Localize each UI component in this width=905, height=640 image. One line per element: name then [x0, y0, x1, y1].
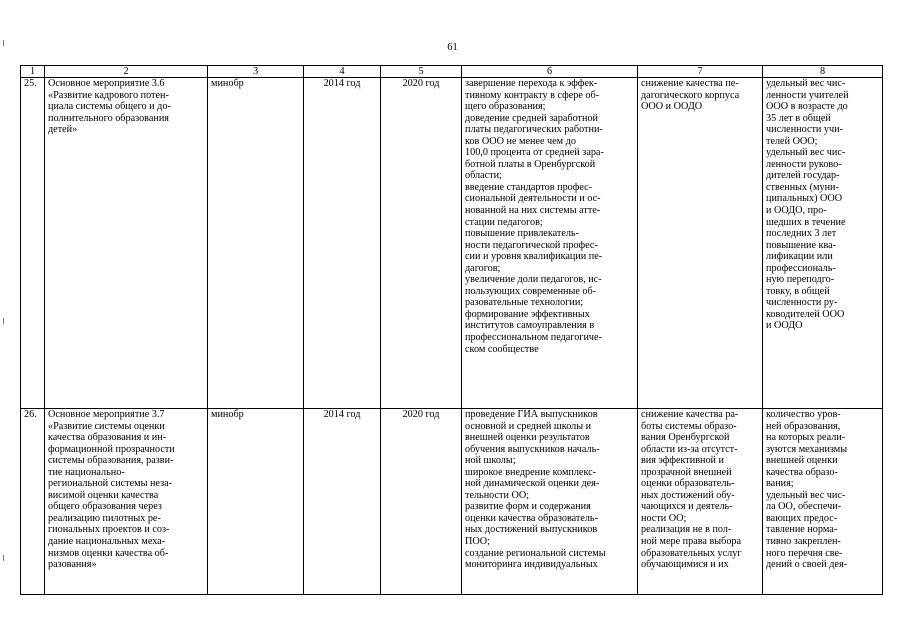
text-line: вающих предос-: [766, 512, 838, 524]
text-line: 2014 год: [323, 409, 361, 420]
text-line: дений о своей дея-: [766, 559, 848, 571]
text-line: ной школы;: [465, 455, 516, 467]
text-line: повышение ква-: [766, 239, 837, 251]
text-line: удельный вес чис-: [766, 489, 846, 501]
text-line: вия эффективной и: [641, 455, 724, 467]
executor-cell: [208, 78, 304, 409]
text-line: ственных (муни-: [766, 181, 839, 193]
text-line: 100,0 процента от средней зара-: [465, 147, 604, 159]
text-line: обучения выпускников началь-: [465, 443, 600, 455]
text-line: нованной на них системы атте-: [465, 205, 601, 217]
text-line: доведение средней заработной: [465, 112, 599, 124]
text-line: основной и средней школы и: [465, 420, 592, 432]
text-line: телей ООО;: [766, 135, 818, 147]
text-line: тивному контракту в сфере об-: [465, 89, 600, 101]
text-line: минобр: [211, 409, 244, 420]
header-cell: 5: [381, 66, 462, 78]
text-line: дагогического корпуса: [641, 89, 740, 101]
table-row: [21, 78, 883, 409]
text-line: введение стандартов профес-: [465, 181, 593, 193]
text-line: ную переподго-: [766, 274, 835, 286]
text-line: «Развитие системы оценки: [48, 420, 165, 432]
text-line: разования»: [48, 559, 97, 571]
text-line: ной мере права выбора: [641, 536, 742, 548]
text-line: проведение ГИА выпускников: [465, 409, 598, 420]
text-line: чающихся и деятель-: [641, 501, 733, 513]
executor-cell: [208, 409, 304, 595]
text-line: качества образования и ин-: [48, 432, 167, 444]
page-number: 61: [447, 42, 458, 53]
text-line: пользующих современные об-: [465, 285, 597, 297]
text-line: ла ОО, обеспечи-: [766, 501, 842, 513]
margin-mark: [3, 555, 4, 561]
measure-title-cell: [45, 409, 208, 595]
header-cell: 3: [208, 66, 304, 78]
text-line: ных достижений выпускников: [465, 524, 598, 536]
text-line: ском сообществе: [465, 343, 539, 355]
text-line: шедших в течение: [766, 216, 846, 228]
text-line: прозрачной внешней: [641, 466, 732, 478]
header-row: [21, 66, 883, 78]
text-line: реализация не в пол-: [641, 524, 732, 536]
consequences-cell: [638, 78, 763, 409]
measure-title-cell: [45, 78, 208, 409]
end-year-cell: [381, 78, 462, 409]
text-line: профессиональном педагогиче-: [465, 332, 602, 344]
text-line: ного перечня све-: [766, 547, 843, 559]
text-line: ков ООО не менее чем до: [465, 135, 576, 147]
text-line: увеличение доли педагогов, ис-: [465, 274, 602, 286]
text-line: реализацию пилотных ре-: [48, 512, 161, 524]
text-line: товку, в общей: [766, 285, 830, 297]
text-line: ности ОО;: [641, 512, 687, 524]
text-line: дителей государ-: [766, 170, 840, 182]
header-cell: 2: [45, 66, 208, 78]
text-line: снижение качества пе-: [641, 78, 739, 89]
header-cell: 4: [304, 66, 381, 78]
text-line: ООО и ООДО: [641, 101, 703, 113]
text-line: 2020 год: [402, 409, 440, 420]
text-line: тивно закреплен-: [766, 536, 841, 548]
text-line: численности учи-: [766, 124, 843, 136]
text-line: ПОО;: [465, 536, 490, 548]
text-line: на которых реали-: [766, 432, 846, 444]
indicator-cell: [763, 409, 883, 595]
text-line: профессиональ-: [766, 262, 836, 274]
measures-table: [20, 65, 883, 595]
header-cell: 8: [763, 66, 883, 78]
text-line: ней образования,: [766, 420, 841, 432]
text-line: ности педагогической профес-: [465, 239, 598, 251]
text-line: разовательные технологии;: [465, 297, 584, 309]
text-line: создание региональной системы: [465, 547, 606, 559]
text-line: тавление норма-: [766, 524, 838, 536]
text-line: области;: [465, 170, 502, 182]
indicator-cell: [763, 78, 883, 409]
margin-mark: [3, 318, 4, 324]
text-line: гиональных проектов и соз-: [48, 524, 170, 536]
end-year-cell: [381, 409, 462, 595]
text-line: Основное мероприятие 3.6: [48, 78, 165, 89]
text-line: качества образо-: [766, 466, 838, 478]
text-line: общего образования через: [48, 501, 162, 513]
text-line: формирование эффективных: [465, 308, 590, 320]
header-cell: 7: [638, 66, 763, 78]
text-line: ленности руково-: [766, 158, 842, 170]
expected-result-cell: [462, 78, 638, 409]
text-line: «Развитие кадрового потен-: [48, 89, 169, 101]
text-line: стации педагогов;: [465, 216, 543, 228]
text-line: боты системы образо-: [641, 420, 737, 432]
text-line: тие национально-: [48, 466, 125, 478]
header-cell: 1: [21, 66, 45, 78]
text-line: висимой оценки качества: [48, 489, 159, 501]
table-row: [21, 409, 883, 595]
text-line: минобр: [211, 78, 244, 89]
text-line: оценки качества образователь-: [465, 512, 598, 524]
text-line: детей»: [48, 124, 78, 136]
text-line: численности ру-: [766, 297, 838, 309]
text-line: ципальных) ООО: [766, 193, 843, 205]
text-line: вания;: [766, 478, 794, 490]
text-line: циала системы общего и до-: [48, 101, 171, 113]
text-line: тельности ОО;: [465, 489, 530, 501]
text-line: ководителей ООО: [766, 308, 845, 320]
text-line: сиональной деятельности и ос-: [465, 193, 601, 205]
text-line: удельный вес чис-: [766, 78, 846, 89]
text-line: зуются механизмы: [766, 443, 848, 455]
text-line: вания Оренбургской: [641, 432, 730, 444]
text-line: дагогов;: [465, 262, 501, 274]
text-line: повышение привлекатель-: [465, 228, 579, 240]
text-line: обучающимися и их: [641, 559, 729, 571]
text-line: ной динамической оценки дея-: [465, 478, 600, 490]
text-line: ботной платы в Оренбургской: [465, 158, 596, 170]
text-line: ленности учителей: [766, 89, 849, 101]
text-line: мониторинга индивидуальных: [465, 559, 598, 571]
text-line: завершение перехода к эффек-: [465, 78, 598, 89]
expected-result-cell: [462, 409, 638, 595]
text-line: дание национальных меха-: [48, 536, 166, 548]
row-number: 26.: [21, 409, 45, 595]
text-line: удельный вес чис-: [766, 147, 846, 159]
text-line: количество уров-: [766, 409, 841, 420]
text-line: Основное мероприятие 3.7: [48, 409, 165, 420]
text-line: образовательных услуг: [641, 547, 742, 559]
text-line: внешней оценки: [766, 455, 838, 467]
text-line: оценки образователь-: [641, 478, 735, 490]
text-line: лификации или: [766, 251, 833, 263]
text-line: 2020 год: [402, 78, 440, 89]
text-line: снижение качества ра-: [641, 409, 739, 420]
text-line: развитие форм и содержания: [465, 501, 591, 513]
consequences-cell: [638, 409, 763, 595]
text-line: формационной прозрачности: [48, 443, 175, 455]
row-number: 25.: [21, 78, 45, 409]
start-year-cell: [304, 409, 381, 595]
text-line: и ООДО, про-: [766, 205, 827, 217]
text-line: платы педагогических работни-: [465, 124, 603, 136]
text-line: региональной системы неза-: [48, 478, 173, 490]
text-line: 35 лет в общей: [766, 112, 831, 124]
text-line: 2014 год: [323, 78, 361, 89]
text-line: сии и уровня квалификации пе-: [465, 251, 603, 263]
start-year-cell: [304, 78, 381, 409]
text-line: внешней оценки результатов: [465, 432, 590, 444]
text-line: области из-за отсутст-: [641, 443, 738, 455]
text-line: полнительного образования: [48, 112, 169, 124]
text-line: системы образования, разви-: [48, 455, 174, 467]
text-line: последних 3 лет: [766, 228, 837, 240]
text-line: низмов оценки качества об-: [48, 547, 169, 559]
text-line: и ООДО: [766, 320, 803, 332]
text-line: ООО в возрасте до: [766, 101, 848, 113]
text-line: институтов самоуправления в: [465, 320, 595, 332]
text-line: широкое внедрение комплекс-: [465, 466, 597, 478]
header-cell: 6: [462, 66, 638, 78]
text-line: ных достижений обу-: [641, 489, 735, 501]
text-line: щего образования;: [465, 101, 546, 113]
